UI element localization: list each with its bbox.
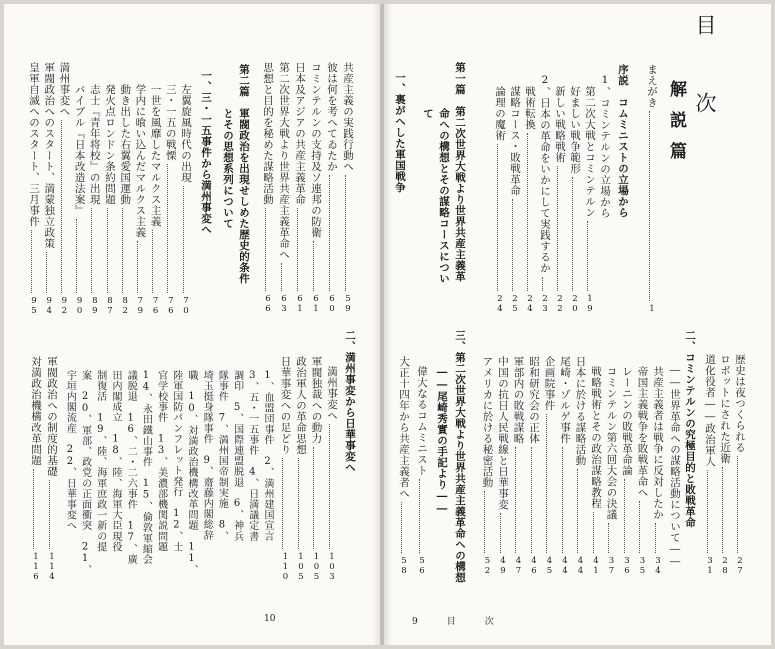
toc-entry-page: 105	[311, 552, 322, 582]
leader-dots	[639, 501, 640, 553]
leader-dots	[707, 470, 708, 553]
toc-entry-page: 44	[560, 556, 570, 576]
leader-dots	[183, 186, 184, 293]
chronicle-line: 宇垣内閣流産 22、日華事変へ	[64, 370, 76, 531]
toc-entry	[134, 84, 145, 316]
leader-dots	[282, 458, 283, 549]
leader-dots	[577, 469, 578, 553]
leader-dots	[419, 479, 420, 553]
toc-entry	[295, 356, 306, 582]
toc-entry-label: 軍閥政治への制度的基礎	[46, 356, 58, 477]
toc-entry	[342, 62, 353, 314]
toc-entry-page: 23	[540, 294, 550, 314]
toc-entry-label: 思想と目的を秘めた謀略活動	[262, 62, 274, 205]
toc-entry-page: 28	[720, 556, 730, 576]
toc-entry-label: 彼は何を考へてゐたか	[326, 62, 338, 172]
toc-entry	[482, 356, 493, 576]
leader-dots	[515, 447, 516, 553]
chronicle-line: 1、血盟団事件 2、満州建国宣言	[262, 370, 273, 542]
toc-entry-page: 56	[417, 556, 427, 576]
toc-entry-page: 52	[482, 556, 493, 576]
leader-dots	[562, 447, 563, 553]
toc-entry-page: 114	[47, 552, 57, 582]
leader-dots	[313, 241, 314, 291]
toc-entry-label: 動き出した右翼愛国運動	[119, 84, 132, 205]
toc-entry-label: 軍閥独裁への動力	[310, 356, 323, 444]
toc-entry-page: 58	[399, 556, 409, 576]
toc-entry	[621, 366, 632, 576]
toc-title: 目 次	[693, 14, 717, 131]
section-3-line2: ――尾崎秀實の手記より――	[436, 366, 448, 515]
toc-entry	[74, 84, 85, 316]
jo-heading: 序説 コムミニストの立場から	[617, 64, 629, 218]
toc-entry	[416, 366, 427, 576]
toc-entry	[719, 354, 730, 576]
toc-entry-label: 尾崎・ゾルゲ事件	[559, 356, 571, 444]
leader-dots	[655, 523, 656, 553]
toc-entry	[294, 62, 305, 314]
toc-entry	[58, 62, 69, 316]
toc-entry-label: 大正十四年から共産主義者へ	[398, 356, 410, 499]
toc-entry-label: まえがき	[646, 64, 658, 108]
leader-dots	[542, 277, 543, 292]
toc-entry-page: 47	[513, 556, 524, 576]
toc-entry-label: 左翼旋風時代の出現	[180, 84, 192, 183]
toc-entry-page: 44	[575, 556, 586, 576]
toc-entry-page: 92	[59, 296, 70, 316]
toc-entry-label: 共産主義者は戦争に反対したか	[652, 366, 664, 520]
leader-dots	[265, 208, 266, 291]
leader-dots	[137, 241, 138, 293]
section-2-heading: 二、コミンテルンの究極目的と敗戦革命	[684, 330, 696, 528]
leader-dots	[497, 144, 498, 291]
part2-title-line1: 第二篇 軍閥政治を出現せしめた歴史的条件	[238, 64, 250, 284]
part2-title-line2: とその思想系列について	[222, 108, 234, 229]
leader-dots	[512, 199, 513, 291]
leader-dots	[61, 120, 62, 293]
chronicle-line: 職 10、対満政治機構改革問題 11、	[186, 370, 197, 576]
toc-entry-label: 企画院事件	[543, 356, 556, 411]
toc-entry	[104, 84, 115, 316]
toc-entry	[326, 62, 337, 314]
leader-dots	[281, 263, 282, 291]
toc-entry-page: 116	[31, 552, 41, 582]
leader-dots	[91, 208, 92, 293]
toc-entry-label: 謀略コース・敗戦革命	[509, 86, 521, 196]
chronicle-line: 制復活 19、陸、海軍庶政一新の提	[94, 370, 106, 553]
toc-entry-page: 94	[44, 296, 55, 316]
chronicle-line: 3、五・一五事件 4、日満議定書	[246, 370, 258, 542]
section-title: 解説篇	[666, 80, 686, 173]
leader-dots	[484, 491, 485, 553]
toc-entry-label: 偉大なるコムミニスト	[416, 366, 428, 476]
toc-entry-label: 中国の抗日人民戦線と日華事変	[497, 356, 509, 510]
part1-title-line3: て	[422, 108, 434, 119]
toc-entry-label: 満州事変へ	[58, 62, 71, 117]
toc-entry-page: 24	[525, 294, 535, 314]
toc-entry-label: 帝国主義戦争を敗戦革命へ	[636, 366, 649, 498]
toc-entry	[509, 86, 520, 314]
toc-entry-page: 95	[29, 296, 39, 316]
toc-entry	[590, 366, 601, 576]
toc-entry-page: 41	[591, 556, 601, 576]
toc-entry-label: 歴史は夜つくられる	[734, 354, 746, 453]
toc-entry	[311, 356, 322, 582]
toc-entry	[704, 354, 715, 576]
leader-dots	[722, 467, 723, 553]
toc-entry-page: 82	[120, 296, 131, 316]
part1-title-line1: 第一篇 第二次世界大戦より世界共産主義革	[454, 62, 466, 282]
chronicle-line: 官学校事件 13、美濃部機関説問題	[155, 370, 167, 553]
toc-entry-preface	[646, 64, 657, 314]
toc-entry-page: 105	[296, 552, 306, 582]
section-manshu-heading: 二、満州事変から日華事変へ	[344, 330, 356, 473]
chronicle-line: 陸軍国防パンフレット発行 12、士	[170, 370, 182, 553]
leader-dots	[46, 252, 47, 293]
toc-entry-label: 軍部内の敗戦謀略	[512, 356, 525, 444]
chronicle-line: 埼玉挺身隊事件 9、齋藤内閣総辞	[201, 370, 213, 541]
toc-entry-page: 63	[279, 294, 289, 314]
toc-entry-page: 76	[165, 296, 176, 316]
toc-entry-label: 第二次大戦とコミンテルン	[584, 86, 596, 218]
toc-entry-label: 発火点ロンドン条約問題	[104, 84, 116, 205]
toc-entry-page: 37	[606, 556, 617, 576]
toc-entry-label: バイブル『日本改造法案』	[73, 84, 86, 216]
toc-entry	[46, 356, 57, 582]
toc-entry-page: 70	[181, 296, 191, 316]
leader-dots	[152, 230, 153, 293]
toc-entry	[326, 366, 337, 582]
toc-entry-page: 66	[263, 294, 273, 314]
leader-dots	[122, 208, 123, 293]
page-folio: 9 目 次	[412, 617, 504, 627]
toc-entry-label: 第二次世界大戦より世界共産主義革命へ	[278, 62, 290, 260]
toc-entry-page: 34	[653, 556, 663, 576]
toc-entry-page: 61	[295, 294, 305, 314]
toc-entry-page: 36	[622, 556, 632, 576]
toc-entry	[180, 84, 191, 316]
toc-entry-page: 22	[555, 294, 565, 314]
leader-dots	[107, 208, 108, 293]
toc-entry	[497, 356, 508, 576]
leader-dots	[345, 175, 346, 291]
leader-dots	[557, 166, 558, 291]
toc-entry-label: 日華事変への足どり	[279, 356, 292, 455]
toc-entry-page: 35	[637, 556, 648, 576]
leader-dots	[608, 523, 609, 553]
toc-entry	[559, 356, 570, 576]
part1-title-line2: 命への構想とその謀略コースについ	[438, 108, 450, 284]
leader-dots	[527, 133, 528, 291]
leader-dots	[737, 456, 738, 553]
toc-entry	[539, 74, 550, 314]
toc-entry-label: 新しい戦略戦術	[554, 86, 566, 163]
toc-entry-label: レーニンの敗戦革命論	[621, 366, 633, 476]
toc-entry	[584, 86, 595, 314]
toc-entry	[30, 356, 41, 582]
leader-dots	[167, 164, 168, 293]
toc-entry-label: 軍閥政治へのスタート、満蒙独立政策	[43, 62, 56, 249]
jo-sub-1: 1、コミンテルンの立場から	[599, 74, 611, 219]
left-page	[4, 4, 380, 645]
toc-entry-page: 79	[135, 296, 146, 316]
chronicle-line: 田内閣成立 18、陸、海軍大臣現役	[110, 370, 121, 553]
leader-dots	[49, 480, 50, 549]
section-2-subheading: ――世界革命への謀略活動について――	[669, 364, 681, 568]
toc-entry-label: コミンテルン第六回大会の決議	[605, 366, 618, 520]
toc-entry-label: 共産主義の実践行動へ	[342, 62, 354, 172]
toc-entry	[89, 84, 100, 316]
toc-entry-page: 46	[529, 556, 539, 576]
toc-entry-page: 49	[498, 556, 508, 576]
toc-entry	[278, 62, 289, 314]
toc-entry	[575, 356, 586, 576]
toc-entry	[528, 356, 539, 576]
toc-entry	[43, 62, 54, 316]
toc-entry-label: 皇軍自滅へのスタート、三月事件	[28, 62, 40, 227]
toc-entry-page: 27	[735, 556, 745, 576]
chronicle-line: 14、永田鐵山事件 15、倫敦軍縮会	[140, 370, 152, 565]
toc-entry-page: 61	[311, 294, 321, 314]
toc-entry	[119, 84, 130, 316]
leader-dots	[33, 469, 34, 549]
toc-entry	[262, 62, 273, 314]
leader-dots	[546, 414, 547, 553]
toc-entry	[513, 356, 524, 576]
right-page	[384, 4, 771, 645]
toc-entry-page: 87	[105, 296, 115, 316]
leader-dots	[593, 512, 594, 553]
toc-entry	[554, 86, 565, 314]
toc-entry-page: 76	[150, 296, 161, 316]
part2-section-1: 一、三・一五事件から満州事変へ	[200, 70, 212, 235]
leader-dots	[31, 230, 32, 293]
toc-entry-label: 一世を風靡したマルクス主義	[149, 84, 162, 227]
chronicle-line: 隊事件 7、満州国帝制実施 8、	[216, 370, 228, 542]
leader-dots	[313, 447, 314, 549]
toc-entry-page: 20	[570, 294, 580, 314]
leader-dots	[624, 479, 625, 553]
toc-entry	[398, 356, 409, 576]
leader-dots	[329, 175, 330, 291]
toc-entry-page: 60	[327, 294, 337, 314]
part1-section-1: 一、裏がへした軍国戦争	[394, 72, 406, 193]
toc-entry-label: 好ましい戦争範形	[569, 86, 581, 174]
leader-dots	[76, 219, 77, 293]
toc-entry-page: 59	[343, 294, 353, 314]
toc-entry-page: 90	[74, 296, 85, 316]
leader-dots	[587, 221, 588, 291]
toc-entry-page: 24	[495, 294, 505, 314]
toc-entry-label: 2、日本の革命をいかにして実践するか	[539, 74, 551, 274]
toc-entry-label: 三・一五の戦慄	[164, 84, 177, 161]
toc-entry-label: 政治軍人の革命思想	[295, 356, 307, 455]
toc-entry-label: 戦略戦術とその政治謀略教程	[590, 366, 602, 509]
toc-entry-label: 論理の魔術	[494, 86, 506, 141]
leader-dots	[531, 447, 532, 553]
toc-entry	[28, 62, 39, 316]
toc-entry	[734, 354, 745, 576]
toc-entry-page: 45	[544, 556, 555, 576]
leader-dots	[297, 208, 298, 291]
toc-entry-page: 19	[585, 294, 595, 314]
toc-entry-label: 日本に於ける謀略活動	[574, 356, 587, 466]
leader-dots	[329, 424, 330, 549]
toc-entry-label: 昭和研究会の正体	[528, 356, 540, 444]
toc-entry-page: 89	[89, 296, 100, 316]
section-3-line1: 三、第二次世界大戦より世界共産主義革命への構想	[454, 330, 466, 583]
toc-entry-label: ロボットにされた近衛	[719, 354, 731, 464]
toc-entry-label: 満州事変へ	[326, 366, 338, 421]
toc-entry-label: アメリカに於ける秘密活動	[481, 356, 494, 488]
toc-entry-page: 25	[510, 294, 520, 314]
toc-entry-page: 31	[705, 556, 715, 576]
toc-entry-label: 道化役者――政治軍人	[704, 354, 716, 467]
toc-entry	[280, 356, 291, 582]
toc-entry	[310, 62, 321, 314]
toc-entry	[637, 366, 648, 576]
chronicle-line: 案 20、軍部、政党の正面衝突 21、	[79, 370, 91, 576]
toc-entry	[165, 84, 176, 316]
toc-entry	[524, 86, 535, 314]
toc-entry	[494, 86, 505, 314]
toc-entry	[569, 86, 580, 314]
toc-entry	[652, 366, 663, 576]
leader-dots	[500, 513, 501, 553]
toc-entry-label: 対満政治機構改革問題	[30, 356, 42, 466]
toc-entry	[544, 356, 555, 576]
toc-entry-page: 103	[327, 552, 337, 582]
chronicle-line: 議脱退 16、二・二六事件 17、廣	[125, 370, 137, 565]
toc-entry-label: 志士『青年将校』の出現	[88, 84, 101, 205]
toc-entry	[606, 366, 617, 576]
leader-dots	[572, 177, 573, 291]
toc-entry-label: 学内に喰い込んだマルクス主義	[134, 84, 147, 238]
toc-entry	[150, 84, 161, 316]
chronicle-line: 調印 5、国際連盟脱退 6、神兵	[231, 370, 243, 542]
leader-dots	[649, 111, 650, 301]
toc-entry-label: 日本及アジアの共産主義革命	[294, 62, 306, 205]
toc-entry-page: 1	[647, 304, 657, 314]
page-folio: 10	[264, 614, 276, 624]
toc-entry-label: コミンテルンの支持及ソ連邦の防衛	[310, 62, 322, 238]
leader-dots	[298, 458, 299, 549]
toc-entry-page: 110	[280, 552, 291, 582]
toc-entry-label: 戦術転換	[524, 86, 536, 130]
leader-dots	[401, 502, 402, 553]
